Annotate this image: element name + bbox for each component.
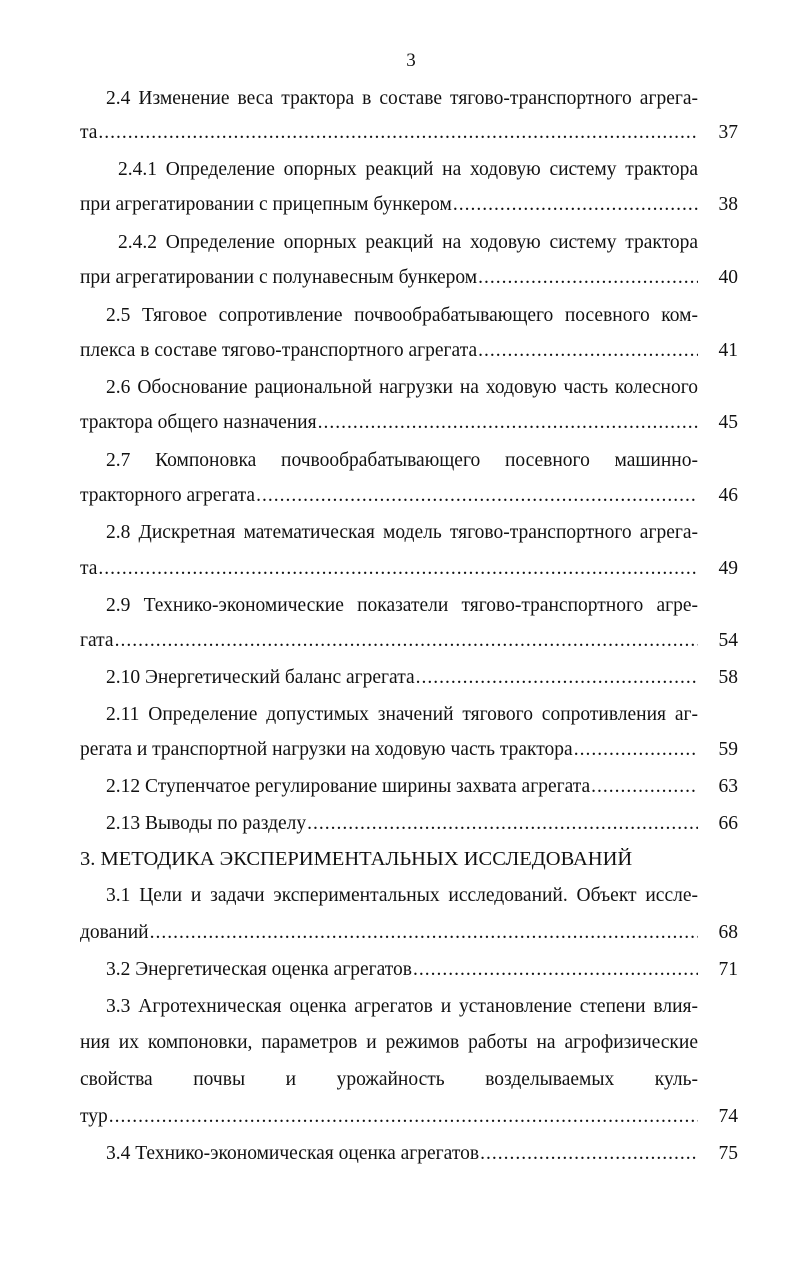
toc-2-12-entry[interactable] [106, 774, 738, 800]
toc-3-3-line3: свойства почвы и урожайность возделываемых куль- [80, 1069, 698, 1090]
dot-leader [256, 483, 698, 509]
toc-2-11-line1: 2.11 Определение допустимых значений тягового сопротивления аг- [106, 704, 698, 725]
toc-2-10-line1: 2.10 Энергетический баланс агрегата [106, 667, 415, 688]
toc-3-1-line1: 3.1 Цели и задачи экспериментальных исследований. Объект иссле- [106, 885, 698, 906]
toc-2-9-entry[interactable] [80, 628, 738, 654]
toc-2-4-2-line2: при агрегатировании с полунавесным бункером [80, 267, 478, 288]
toc-3-3-line1: 3.3 Агротехническая оценка агрегатов и установление степени влия- [106, 996, 698, 1017]
dot-leader [413, 957, 698, 983]
toc-3-4-line1: 3.4 Технико-экономическая оценка агрегатов [106, 1143, 480, 1164]
toc-2-4-1-line1: 2.4.1 Определение опорных реакций на ходовую систему трактора [118, 159, 698, 180]
toc-2-8-page: 49 [718, 558, 738, 579]
dot-leader [318, 410, 698, 436]
toc-3-1-entry[interactable] [80, 920, 738, 946]
toc-2-6-entry[interactable] [80, 410, 738, 436]
toc-2-7-page: 46 [718, 485, 738, 506]
toc-3-4-entry[interactable] [106, 1141, 738, 1167]
dot-leader [150, 920, 698, 946]
toc-3-3-page: 74 [718, 1106, 738, 1127]
toc-2-4-entry[interactable] [80, 120, 738, 146]
dot-leader [453, 192, 698, 218]
toc-3-2-line1: 3.2 Энергетическая оценка агрегатов [106, 959, 413, 980]
toc-2-11-page: 59 [718, 739, 738, 760]
toc-3-3-line4: тур [80, 1106, 108, 1127]
toc-2-4-line1: 2.4 Изменение веса трактора в составе тягово-транспортного агрега- [106, 88, 698, 109]
toc-2-10-entry[interactable] [106, 665, 738, 691]
dot-leader [574, 737, 698, 763]
toc-2-5-entry[interactable] [80, 338, 738, 364]
toc-2-13-page: 66 [718, 813, 738, 834]
toc-2-4-line2: та [80, 122, 98, 143]
dot-leader [109, 1104, 698, 1130]
page-number: 3 [406, 50, 416, 71]
toc-2-6-page: 45 [718, 412, 738, 433]
toc-2-5-page: 41 [718, 340, 738, 361]
toc-2-4-1-page: 38 [718, 194, 738, 215]
toc-2-5-line1: 2.5 Тяговое сопротивление почвообрабатывающего посевного ком- [106, 305, 698, 326]
toc-3-4-page: 75 [718, 1143, 738, 1164]
toc-3-3-entry[interactable] [80, 1104, 738, 1130]
dot-leader [416, 665, 698, 691]
toc-3-1-line2: дований [80, 922, 149, 943]
dot-leader [478, 338, 698, 364]
dot-leader [480, 1141, 698, 1167]
toc-2-7-line2: тракторного агрегата [80, 485, 256, 506]
toc-3-1-page: 68 [718, 922, 738, 943]
toc-2-6-line1: 2.6 Обоснование рациональной нагрузки на ходовую часть колесного [106, 377, 698, 398]
toc-2-7-entry[interactable] [80, 483, 738, 509]
toc-3-2-entry[interactable] [106, 957, 738, 983]
toc-2-7-line1: 2.7 Компоновка почвообрабатывающего посевного машинно- [106, 450, 698, 471]
toc-2-4-2-line1: 2.4.2 Определение опорных реакций на ходовую систему трактора [118, 232, 698, 253]
toc-2-9-line2: гата [80, 630, 114, 651]
toc-2-8-line2: та [80, 558, 98, 579]
toc-2-4-1-line2: при агрегатировании с прицепным бункером [80, 194, 452, 215]
toc-2-11-line2: регата и транспортной нагрузки на ходовую часть трактора [80, 739, 573, 760]
toc-2-4-2-page: 40 [718, 267, 738, 288]
toc-2-10-page: 58 [718, 667, 738, 688]
toc-2-8-line1: 2.8 Дискретная математическая модель тягово-транспортного агрега- [106, 522, 698, 543]
dot-leader [98, 556, 698, 582]
toc-2-9-line1: 2.9 Технико-экономические показатели тягово-транспортного агре- [106, 595, 698, 616]
toc-2-4-page: 37 [718, 122, 738, 143]
toc-3-3-line2: ния их компоновки, параметров и режимов работы на агрофизические [80, 1032, 698, 1053]
toc-2-4-2-entry[interactable] [80, 265, 738, 291]
toc-2-6-line2: трактора общего назначения [80, 412, 317, 433]
dot-leader [591, 774, 698, 800]
toc-2-12-line1: 2.12 Ступенчатое регулирование ширины захвата агрегата [106, 776, 591, 797]
dot-leader [478, 265, 698, 291]
toc-2-9-page: 54 [718, 630, 738, 651]
toc-chapter-3-title[interactable]: 3. МЕТОДИКА ЭКСПЕРИМЕНТАЛЬНЫХ ИССЛЕДОВАНИЙ [80, 848, 633, 870]
toc-2-4-1-entry[interactable] [80, 192, 738, 218]
toc-2-12-page: 63 [718, 776, 738, 797]
toc-2-8-entry[interactable] [80, 556, 738, 582]
dot-leader [98, 120, 698, 146]
toc-2-5-line2: плекса в составе тягово-транспортного агрегата [80, 340, 478, 361]
toc-3-2-page: 71 [718, 959, 738, 980]
toc-2-11-entry[interactable] [80, 737, 738, 763]
dot-leader [115, 628, 698, 654]
toc-2-13-entry[interactable] [106, 811, 738, 837]
toc-2-13-line1: 2.13 Выводы по разделу [106, 813, 307, 834]
dot-leader [307, 811, 698, 837]
